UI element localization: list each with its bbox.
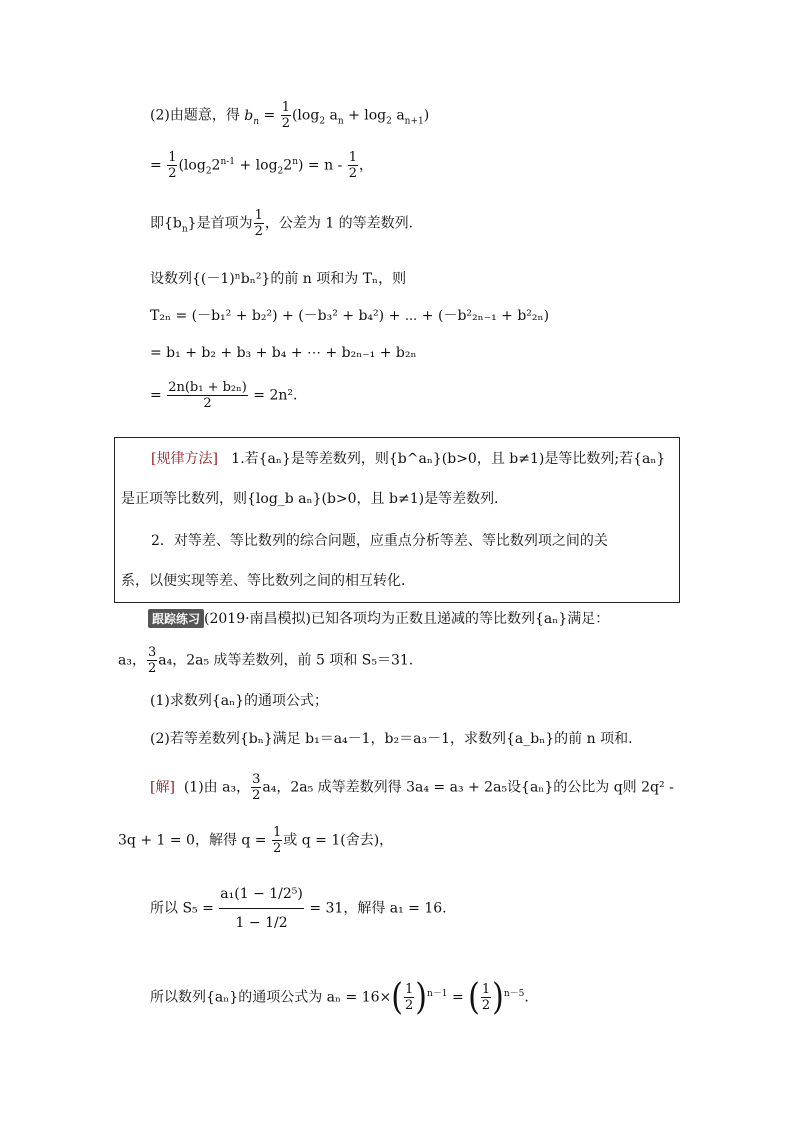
line-part2-7: = $\frac{\text{2n(b₁ + b₂ₙ)}}{2}$ = 2n². — [150, 380, 298, 411]
text: (log — [291, 107, 320, 124]
text: a₄，2a₅ 成等差数列，前 5 项和 S₅＝31. — [158, 652, 414, 669]
text: + log — [235, 157, 278, 174]
solution-tag: [解] — [150, 779, 175, 796]
solution-line-3 — [150, 880, 447, 937]
fraction: $\frac{3}{2}$ — [147, 645, 157, 676]
line-part2-4: 设数列{(－1)ⁿbₙ²}的前 n 项和为 Tₙ，则 — [150, 271, 407, 287]
fraction: $\frac{1}{2}$ — [404, 982, 414, 1013]
text: ， — [359, 157, 374, 174]
text: 所以数列{aₙ}的通项公式为 aₙ = 16× — [150, 989, 392, 1006]
exercise-tag: 跟踪练习 — [148, 609, 204, 628]
fraction: $\frac{\text{2n(b₁ + b₂ₙ)}}{2}$ — [168, 380, 247, 411]
text: 即{b — [150, 215, 182, 232]
fraction: $\frac{1}{2}$ — [254, 208, 263, 239]
text: = — [447, 989, 469, 1006]
text: (2)由题意，得 — [150, 107, 245, 124]
exercise-line-1 — [148, 608, 609, 628]
solution-line-2 — [118, 825, 393, 856]
line-part2-3: 即$\{b_n\}$是首项为 $\frac{1}{2}$ ，公差为 1 的等差数列． — [150, 208, 423, 239]
line-part2-1: (2)由题意，得 $b_n$ = $\frac{1}{2}$ ($\log_2$ $a_n + \log_2 a_{n+1}$) — [150, 100, 430, 131]
left-paren: ( — [468, 975, 480, 1018]
text: }是首项为 — [187, 215, 253, 232]
text: 3q + 1 = 0，解得 q = — [118, 832, 271, 849]
fraction: $\frac{1}{2}$ — [281, 100, 290, 131]
exercise-q2: (2)若等差数列{bₙ}满足 b₁＝a₄－1，b₂＝a₃－1，求数列{a_bₙ}的前 n 项和. — [150, 731, 633, 747]
exercise-line-2 — [118, 645, 413, 676]
fraction: $\frac{3}{2}$ — [252, 772, 261, 803]
text: = 2n². — [253, 387, 298, 404]
text: + log — [343, 107, 387, 124]
method-tag: [规律方法] — [151, 451, 218, 467]
text: a₃， — [118, 652, 146, 669]
right-paren: ) — [492, 975, 504, 1018]
fraction: $\frac{1}{2}$ — [348, 150, 358, 181]
line-part2-6: = b₁ + b₂ + b₃ + b₄ + ⋯ + b₂ₙ₋₁ + b₂ₙ — [150, 345, 417, 361]
text: ，公差为 1 的等差数列． — [264, 215, 423, 232]
text: ) = n - — [298, 157, 347, 174]
line-part2-2: = $\frac{1}{2}$ $(\log_22^{n-1} + \log_22^n) = n$ - $\frac{1}{2}$ ， — [150, 150, 374, 181]
right-paren: ) — [415, 975, 427, 1018]
text: 或 q = 1(舍去)， — [283, 832, 394, 849]
text: . — [524, 989, 529, 1006]
text: (2019·南昌模拟)已知各项均为正数且递减的等比数列{aₙ}满足： — [204, 611, 610, 627]
text: a — [391, 107, 405, 124]
exponent: n－1 — [426, 988, 448, 999]
method-line-3: 2．对等差、等比数列的综合问题，应重点分析等差、等比数列项之间的关 — [151, 533, 608, 549]
method-line-1 — [151, 448, 665, 468]
exponent: n－5 — [503, 988, 525, 999]
solution-line-4 — [150, 975, 529, 1018]
method-line-4: 系，以便实现等差、等比数列之间的相互转化． — [121, 573, 415, 589]
fraction: $\frac{1}{2}$ — [273, 825, 282, 856]
fraction: $\frac{1}{2}$ — [481, 982, 491, 1013]
exercise-q1: (1)求数列{aₙ}的通项公式； — [150, 693, 329, 709]
text: a — [325, 107, 338, 124]
text: = 31，解得 a₁ = 16. — [309, 900, 447, 917]
fraction: $\frac{\text{a₁(1 − 1/2⁵)}}{1 - 1/2}$ — [219, 880, 304, 937]
method-box — [114, 437, 680, 603]
text: (log — [178, 157, 206, 174]
line-part2-5: T₂ₙ = (－b₁² + b₂²) + (－b₃² + b₄²) + ⋯ + (－b²₂ₙ₋₁ + b²₂ₙ) — [150, 308, 550, 324]
fraction: $\frac{1}{2}$ — [168, 150, 177, 181]
method-line-2: 是正项等比数列，则{log_b aₙ}(b>0，且 b≠1)是等差数列． — [121, 491, 509, 507]
text: 1.若{aₙ}是等差数列，则{b^aₙ}(b>0，且 b≠1)是等比数列;若{aₙ} — [231, 451, 666, 467]
left-paren: ( — [391, 975, 403, 1018]
solution-line-1 — [150, 772, 674, 803]
text: 所以 S₅ = — [150, 900, 219, 917]
text: (1)由 a₃， — [183, 779, 251, 796]
text: a₄，2a₅ 成等差数列得 3a₄ = a₃ + 2a₅设{aₙ}的公比为 q则 2q² - — [262, 779, 674, 796]
